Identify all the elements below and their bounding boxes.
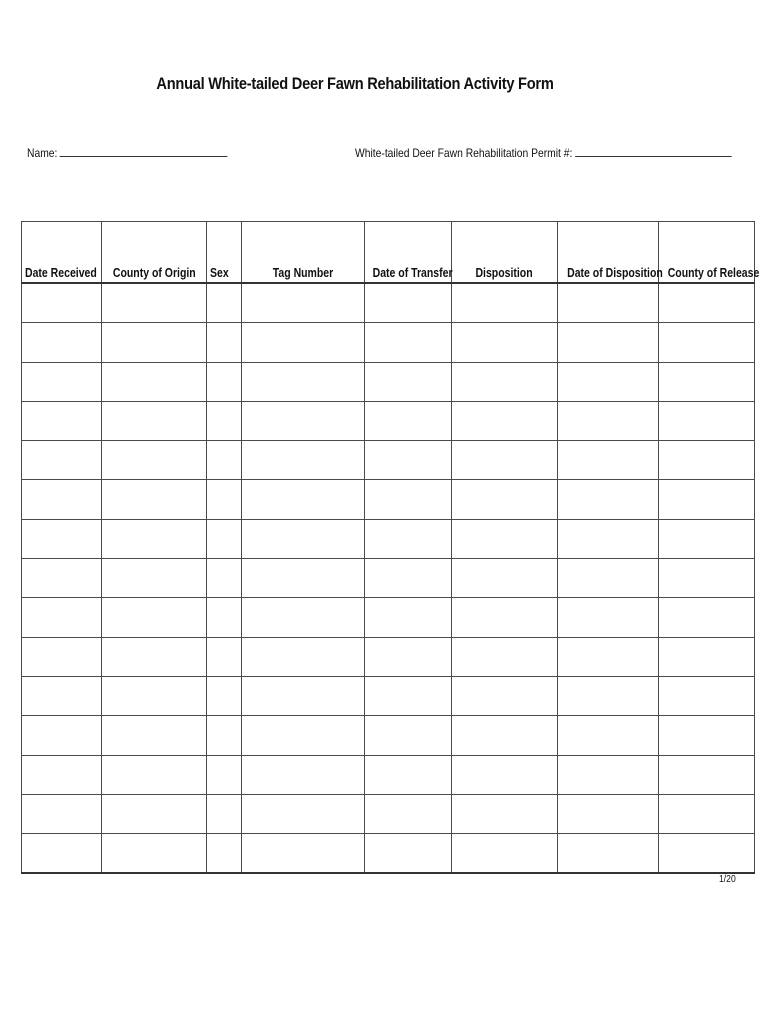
- table-row: [22, 362, 755, 401]
- table-cell[interactable]: [558, 755, 659, 794]
- table-row: [22, 323, 755, 362]
- table-cell[interactable]: [558, 283, 659, 323]
- table-cell[interactable]: [242, 676, 365, 715]
- table-cell[interactable]: [452, 794, 558, 833]
- table-cell[interactable]: [22, 716, 102, 755]
- table-cell[interactable]: [242, 441, 365, 480]
- table-cell[interactable]: [242, 598, 365, 637]
- table-cell[interactable]: [22, 519, 102, 558]
- table-cell[interactable]: [558, 716, 659, 755]
- table-cell[interactable]: [102, 323, 207, 362]
- table-cell[interactable]: [102, 598, 207, 637]
- table-cell[interactable]: [22, 834, 102, 874]
- table-cell[interactable]: [659, 559, 755, 598]
- table-cell[interactable]: [207, 676, 242, 715]
- table-cell[interactable]: [558, 401, 659, 440]
- table-cell[interactable]: [22, 637, 102, 676]
- permit-field: [355, 145, 731, 160]
- table-row: [22, 519, 755, 558]
- table-cell[interactable]: [558, 794, 659, 833]
- table-cell[interactable]: [452, 283, 558, 323]
- table-row: [22, 480, 755, 519]
- table-row: [22, 441, 755, 480]
- table-cell[interactable]: [102, 401, 207, 440]
- table-cell[interactable]: [207, 362, 242, 401]
- column-header: Sex: [207, 222, 242, 284]
- table-cell[interactable]: [452, 755, 558, 794]
- table-cell[interactable]: [452, 323, 558, 362]
- table-cell[interactable]: [22, 362, 102, 401]
- table-cell[interactable]: [558, 637, 659, 676]
- table-cell[interactable]: [452, 637, 558, 676]
- table-cell[interactable]: [452, 676, 558, 715]
- table-cell[interactable]: [22, 676, 102, 715]
- table-cell[interactable]: [558, 441, 659, 480]
- table-cell[interactable]: [365, 323, 452, 362]
- table-cell[interactable]: [558, 480, 659, 519]
- table-cell[interactable]: [659, 401, 755, 440]
- table-cell[interactable]: [365, 637, 452, 676]
- table-row: [22, 598, 755, 637]
- table-cell[interactable]: [659, 716, 755, 755]
- column-header: Disposition: [452, 222, 558, 284]
- table-cell[interactable]: [102, 362, 207, 401]
- table-cell[interactable]: [207, 794, 242, 833]
- table-row: [22, 401, 755, 440]
- table-cell[interactable]: [659, 519, 755, 558]
- table-cell[interactable]: [659, 323, 755, 362]
- table-cell[interactable]: [365, 441, 452, 480]
- table-cell[interactable]: [558, 362, 659, 401]
- table-cell[interactable]: [207, 401, 242, 440]
- table-cell[interactable]: [365, 676, 452, 715]
- table-cell[interactable]: [102, 716, 207, 755]
- table-cell[interactable]: [242, 362, 365, 401]
- table-cell[interactable]: [558, 323, 659, 362]
- table-cell[interactable]: [242, 323, 365, 362]
- table-cell[interactable]: [242, 834, 365, 874]
- table-cell[interactable]: [452, 480, 558, 519]
- name-blank-line[interactable]: [60, 145, 228, 157]
- table-cell[interactable]: [659, 637, 755, 676]
- table-cell[interactable]: [558, 519, 659, 558]
- table-cell[interactable]: [102, 480, 207, 519]
- table-cell[interactable]: [558, 676, 659, 715]
- table-cell[interactable]: [207, 441, 242, 480]
- table-cell[interactable]: [659, 598, 755, 637]
- table-cell[interactable]: [659, 480, 755, 519]
- table-cell[interactable]: [242, 480, 365, 519]
- table-cell[interactable]: [242, 755, 365, 794]
- permit-label: White-tailed Deer Fawn Rehabilitation Permit #:: [355, 146, 573, 160]
- table-cell[interactable]: [659, 834, 755, 874]
- table-cell[interactable]: [102, 283, 207, 323]
- table-cell[interactable]: [207, 637, 242, 676]
- table-cell[interactable]: [242, 283, 365, 323]
- table-cell[interactable]: [22, 559, 102, 598]
- table-cell[interactable]: [242, 401, 365, 440]
- table-cell[interactable]: [365, 598, 452, 637]
- table-cell[interactable]: [22, 283, 102, 323]
- table-cell[interactable]: [659, 362, 755, 401]
- table-cell[interactable]: [452, 598, 558, 637]
- table-cell[interactable]: [22, 598, 102, 637]
- table-cell[interactable]: [207, 559, 242, 598]
- table-cell[interactable]: [207, 598, 242, 637]
- table-cell[interactable]: [452, 441, 558, 480]
- table-cell[interactable]: [452, 519, 558, 558]
- table-cell[interactable]: [659, 755, 755, 794]
- table-cell[interactable]: [102, 834, 207, 874]
- table-row: [22, 676, 755, 715]
- table-cell[interactable]: [207, 834, 242, 874]
- table-cell[interactable]: [207, 283, 242, 323]
- table-cell[interactable]: [452, 401, 558, 440]
- column-header: Date of Disposition: [558, 222, 659, 284]
- table-row: [22, 716, 755, 755]
- table-cell[interactable]: [242, 559, 365, 598]
- table-row: [22, 637, 755, 676]
- table-cell[interactable]: [102, 637, 207, 676]
- table-cell[interactable]: [22, 794, 102, 833]
- table-cell[interactable]: [365, 283, 452, 323]
- table-cell[interactable]: [22, 323, 102, 362]
- permit-blank-line[interactable]: [575, 145, 732, 157]
- table-cell[interactable]: [102, 676, 207, 715]
- table-cell[interactable]: [558, 559, 659, 598]
- column-header: County of Release: [659, 222, 755, 284]
- table-cell[interactable]: [365, 559, 452, 598]
- table-cell[interactable]: [659, 676, 755, 715]
- column-header: County of Origin: [102, 222, 207, 284]
- table-cell[interactable]: [242, 794, 365, 833]
- table-cell[interactable]: [452, 834, 558, 874]
- table-cell[interactable]: [22, 755, 102, 794]
- page-number: 1/20: [719, 874, 736, 885]
- table-cell[interactable]: [558, 834, 659, 874]
- table-cell[interactable]: [365, 519, 452, 558]
- table-cell[interactable]: [207, 480, 242, 519]
- table-cell[interactable]: [242, 519, 365, 558]
- form-title: Annual White-tailed Deer Fawn Rehabilitation Activity Form: [156, 74, 554, 93]
- column-header: Date Received: [22, 222, 102, 284]
- table-cell[interactable]: [102, 755, 207, 794]
- table-cell[interactable]: [365, 716, 452, 755]
- table-cell[interactable]: [365, 834, 452, 874]
- name-field: [27, 145, 228, 160]
- table-cell[interactable]: [102, 559, 207, 598]
- table-cell[interactable]: [365, 480, 452, 519]
- table-cell[interactable]: [659, 441, 755, 480]
- activity-log-table: [21, 221, 760, 874]
- table-cell[interactable]: [242, 716, 365, 755]
- table-cell[interactable]: [207, 323, 242, 362]
- table-cell[interactable]: [452, 362, 558, 401]
- table-cell[interactable]: [452, 559, 558, 598]
- table-cell[interactable]: [207, 716, 242, 755]
- table-row: [22, 834, 755, 874]
- table-row: [22, 794, 755, 833]
- table-row: [22, 283, 755, 323]
- table-cell[interactable]: [207, 755, 242, 794]
- table-cell[interactable]: [102, 519, 207, 558]
- table-cell[interactable]: [22, 480, 102, 519]
- table-cell[interactable]: [659, 794, 755, 833]
- table-cell[interactable]: [22, 441, 102, 480]
- table-cell[interactable]: [365, 401, 452, 440]
- table-body: [22, 283, 755, 873]
- table-cell[interactable]: [207, 519, 242, 558]
- table-cell[interactable]: [659, 283, 755, 323]
- name-label: Name:: [27, 146, 58, 160]
- table-cell[interactable]: [365, 362, 452, 401]
- table-cell[interactable]: [558, 598, 659, 637]
- table-cell[interactable]: [242, 637, 365, 676]
- table-cell[interactable]: [365, 755, 452, 794]
- column-header: Date of Transfer: [365, 222, 452, 284]
- column-header: Tag Number: [242, 222, 365, 284]
- table-cell[interactable]: [365, 794, 452, 833]
- table-cell[interactable]: [102, 794, 207, 833]
- table-row: [22, 559, 755, 598]
- table-header-row: [22, 222, 755, 284]
- table-row: [22, 755, 755, 794]
- table-cell[interactable]: [452, 716, 558, 755]
- table-cell[interactable]: [22, 401, 102, 440]
- table-cell[interactable]: [102, 441, 207, 480]
